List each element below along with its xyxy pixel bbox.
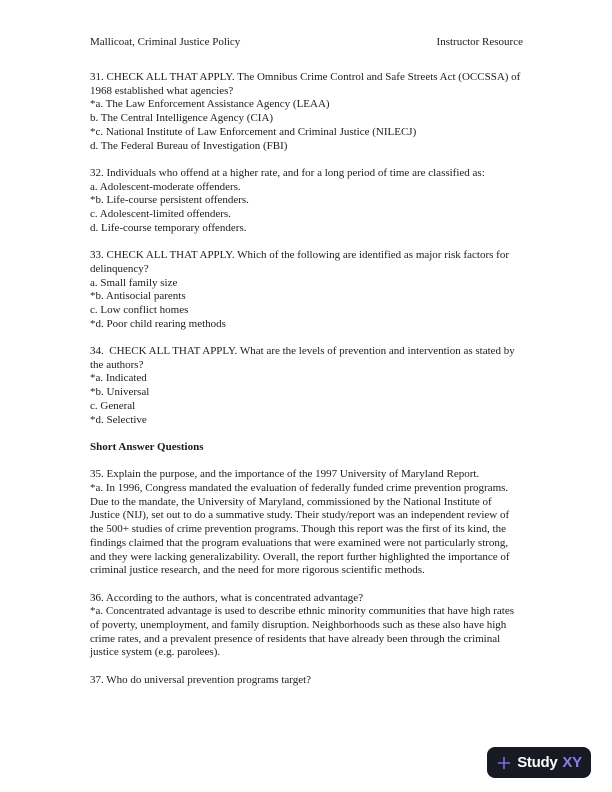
question-prompt: 31. CHECK ALL THAT APPLY. The Omnibus Crime Control and Safe Streets Act (OCCSSA) of 1968 established what agencies?	[90, 71, 524, 97]
short-answer-prompt: 36. According to the authors, what is concentrated advantage?	[90, 591, 364, 604]
logo-text-xy: XY	[562, 754, 582, 771]
question-option: *b. Antisocial parents	[90, 290, 186, 303]
question-block	[90, 167, 524, 236]
section-heading: Short Answer Questions	[90, 440, 204, 453]
logo-text-study: Study	[517, 754, 558, 771]
header-right-title: Instructor Resource	[436, 36, 523, 48]
question-option: *d. Selective	[90, 413, 147, 426]
studyxy-logo[interactable]	[487, 747, 591, 778]
question-block	[90, 249, 524, 331]
short-answer-block	[90, 468, 524, 578]
question-option: d. Life-course temporary offenders.	[90, 221, 247, 234]
short-answer-prompt: 35. Explain the purpose, and the importance of the 1997 University of Maryland Report.	[90, 468, 480, 481]
question-option: *b. Life-course persistent offenders.	[90, 194, 249, 207]
question-option: b. The Central Intelligence Agency (CIA)	[90, 112, 274, 125]
short-answer-block	[90, 674, 524, 688]
question-option: *b. Universal	[90, 386, 150, 399]
short-answer-text: *a. In 1996, Congress mandated the evaluation of federally funded crime prevention programs. Due to the mandate, the University of Maryland, commissioned by the National Institute of Justice (NIJ), set out to do a summative study. Their study/report was an independent review of the 500+ studies of crime prevention programs. Though this report was the first of its kind, the findings claimed that the program evaluations that were examined were not particularly strong, and they were lacking generalizability. Overall, the report further highlighted the importance of criminal justice research, and the need for more rigorous scientific methods.	[90, 482, 513, 577]
question-option: c. Adolescent-limited offenders.	[90, 208, 231, 221]
short-answer-block	[90, 592, 524, 661]
question-option: *a. The Law Enforcement Assistance Agency (LEAA)	[90, 98, 330, 111]
question-option: *a. Indicated	[90, 372, 147, 385]
plus-icon	[496, 755, 512, 771]
question-option: c. General	[90, 399, 136, 412]
question-option: d. The Federal Bureau of Investigation (FBI)	[90, 139, 288, 152]
question-option: *d. Poor child rearing methods	[90, 317, 226, 330]
short-answer-prompt: 37. Who do universal prevention programs target?	[90, 673, 312, 686]
short-answer-text: *a. Concentrated advantage is used to describe ethnic minority communities that have high rates of poverty, unemployment, and family disruption. Neighborhoods such as these also have high crime rates, and a prevalent presence of residents that have already been through the criminal justice system (e.g. parolees).	[90, 605, 517, 659]
question-option: a. Adolescent-moderate offenders.	[90, 180, 241, 193]
question-block	[90, 71, 524, 153]
question-option: a. Small family size	[90, 276, 178, 289]
question-prompt: 34. CHECK ALL THAT APPLY. What are the levels of prevention and intervention as stated by the authors?	[90, 345, 518, 371]
question-prompt: 32. Individuals who offend at a higher rate, and for a long period of time are classified as:	[90, 166, 485, 179]
question-option: c. Low conflict homes	[90, 303, 189, 316]
header-left-title: Mallicoat, Criminal Justice Policy	[90, 36, 241, 48]
question-prompt: 33. CHECK ALL THAT APPLY. Which of the following are identified as major risk factors for delinquency?	[90, 249, 512, 275]
document-body	[90, 71, 524, 701]
question-option: *c. National Institute of Law Enforcement and Criminal Justice (NILECJ)	[90, 125, 417, 138]
page-header	[90, 36, 523, 49]
question-block	[90, 345, 524, 427]
